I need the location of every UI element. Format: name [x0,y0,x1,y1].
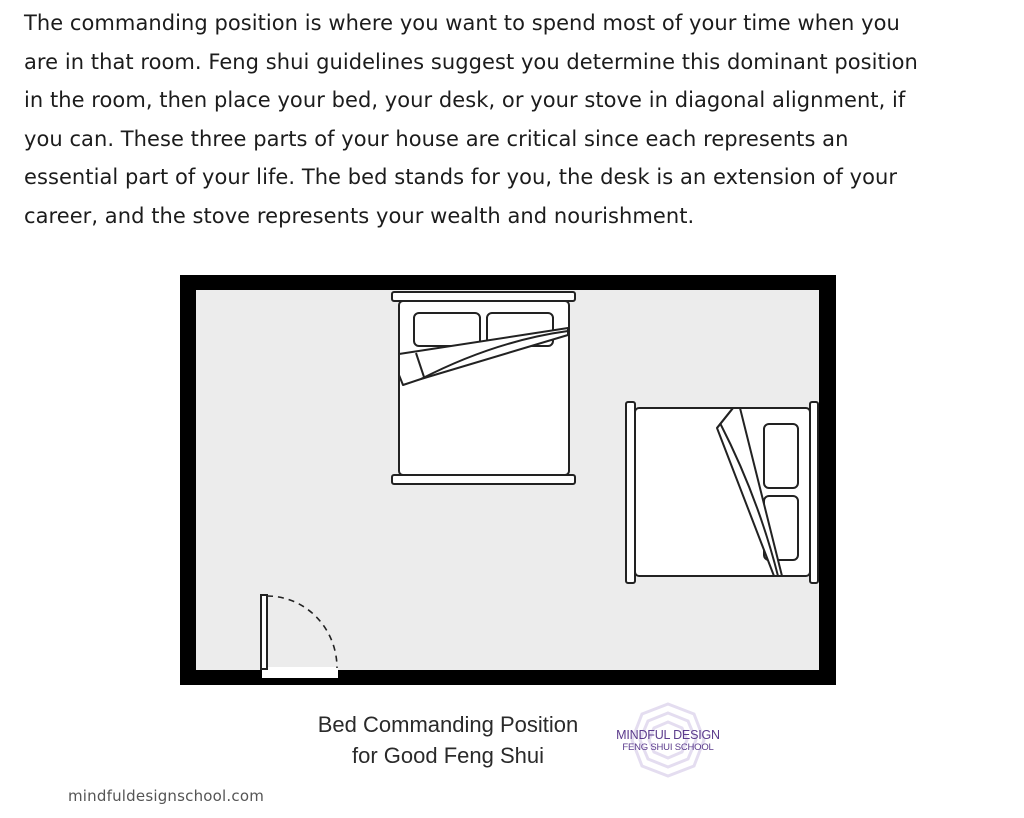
logo-title: MINDFUL DESIGN [616,728,720,742]
paragraph-line: in the room, then place your bed, your desk, or your stove in diagonal alignment, if [24,88,906,113]
caption-line: Bed Commanding Position [317,712,579,737]
bed-right-wall [626,402,818,583]
paragraph-line: essential part of your life. The bed stands for you, the desk is an extension of your [24,165,898,190]
pillow [414,313,480,346]
bed-top-wall [392,292,575,484]
figure-caption [290,709,606,771]
paragraph-line: The commanding position is where you want to spend most of your time when you [24,11,900,35]
paragraph-line: are in that room. Feng shui guidelines suggest you determine this dominant position [24,49,918,74]
caption-line: for Good Feng Shui [351,743,544,768]
pillow [764,424,798,488]
site-url-watermark: mindfuldesignschool.com [68,787,265,805]
logo-subtitle: FENG SHUI SCHOOL [622,742,714,753]
door-leaf [261,595,267,669]
door-opening [262,667,338,678]
school-logo [612,702,724,780]
article-paragraph [24,4,1009,236]
footboard [392,475,575,484]
paragraph-line: you can. These three parts of your house are critical since each represents an [24,126,849,151]
paragraph-line: career, and the stove represents your wealth and nourishment. [24,203,695,228]
headboard [810,402,818,583]
room-floorplan [180,275,836,685]
headboard [392,292,575,301]
footboard [626,402,635,583]
